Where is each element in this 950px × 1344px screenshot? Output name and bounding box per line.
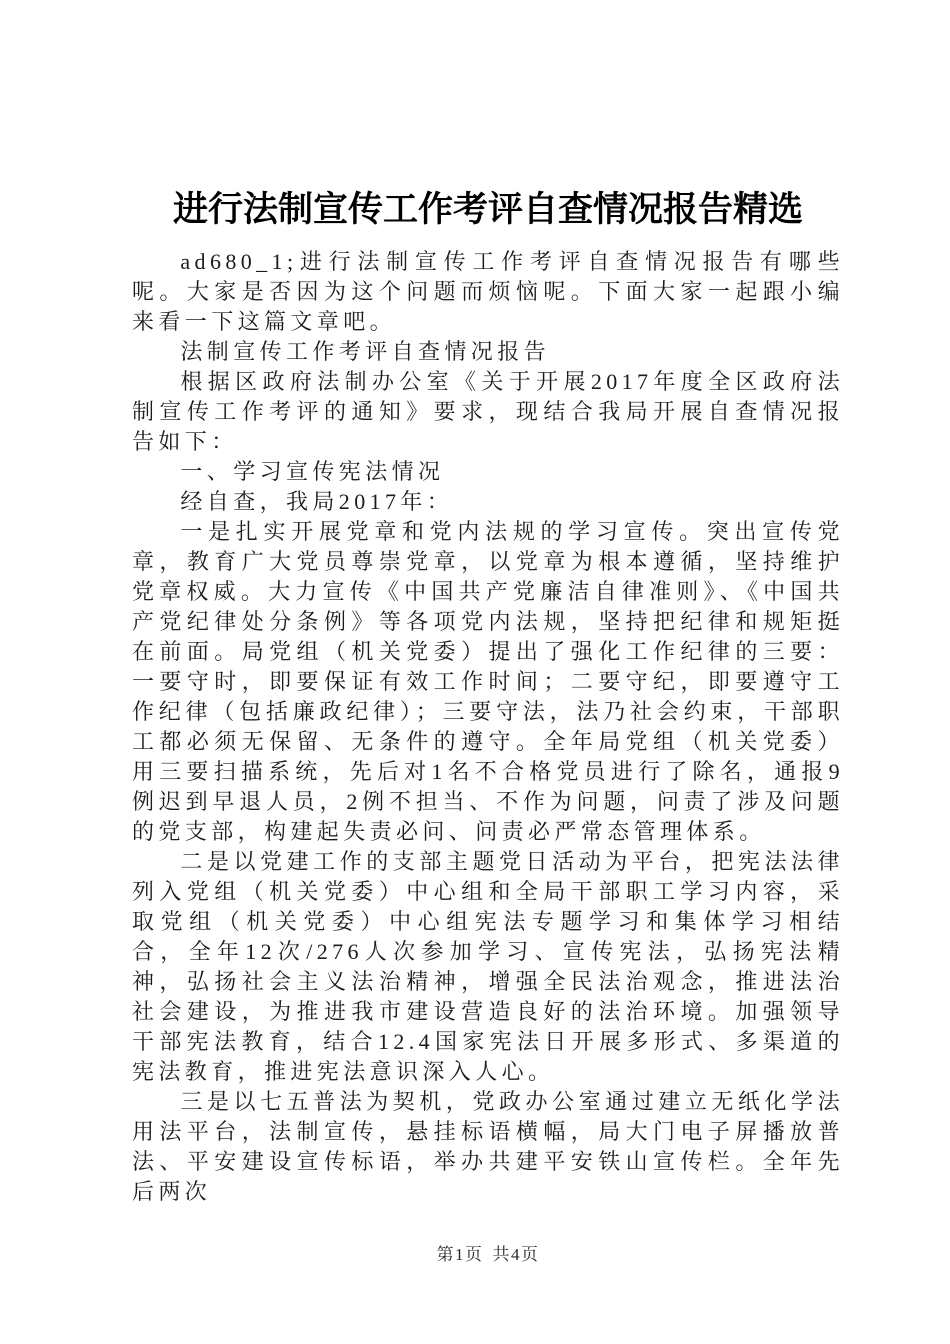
document-content bbox=[132, 186, 844, 1207]
page-total-label: 共4页 bbox=[492, 1245, 540, 1264]
paragraph: 法制宣传工作考评自查情况报告 bbox=[180, 339, 550, 365]
paragraph: 二是以党建工作的支部主题党日活动为平台，把宪法法律列入党组（机关党委）中心组和全局干部职工学习内容，采取党组（机关党委）中心组宪法专题学习和集体学习相结合，全年12次/276人次参加学习、宣传宪法，弘扬宪法精神，弘扬社会主义法治精神，增强全民法治观念，推进法治社会建设，为推进我市建设营造良好的法治环境。加强领导干部宪法教育，结合12.4国家宪法日开展多形式、多渠道的宪法教育，推进宪法意识深入人心。 bbox=[132, 849, 844, 1085]
paragraph: 经自查，我局2017年： bbox=[180, 489, 454, 515]
document-title: 进行法制宣传工作考评自查情况报告精选 bbox=[172, 190, 803, 229]
paragraph: 一是扎实开展党章和党内法规的学习宣传。突出宣传党章，教育广大党员尊崇党章，以党章为根本遵循，坚持维护党章权威。大力宣传《中国共产党廉洁自律准则》、《中国共产党纪律处分条例》等各项党内法规，坚持把纪律和规矩挺在前面。局党组（机关党委）提出了强化工作纪律的三要：一要守时，即要保证有效工作时间；二要守纪，即要遵守工作纪律（包括廉政纪律）；三要守法，法乃社会约束，干部职工都必须无保留、无条件的遵守。全年局党组（机关党委）用三要扫描系统，先后对1名不合格党员进行了除名，通报9例迟到早退人员，2例不担当、不作为问题，问责了涉及问题的党支部，构建起失责必问、问责必严常态管理体系。 bbox=[132, 519, 844, 845]
document-body bbox=[132, 247, 844, 1207]
paragraph: ad680_1;进行法制宣传工作考评自查情况报告有哪些呢。大家是否因为这个问题而烦恼呢。下面大家一起跟小编来看一下这篇文章吧。 bbox=[132, 249, 844, 335]
paragraph: 根据区政府法制办公室《关于开展2017年度全区政府法制宣传工作考评的通知》要求，现结合我局开展自查情况报告如下： bbox=[132, 369, 844, 455]
page-footer bbox=[132, 1240, 844, 1265]
paragraph: 三是以七五普法为契机，党政办公室通过建立无纸化学法用法平台，法制宣传，悬挂标语横幅，局大门电子屏播放普法、平安建设宣传标语，举办共建平安铁山宣传栏。全年先后两次 bbox=[132, 1089, 844, 1205]
page-number-label: 第1页 bbox=[436, 1245, 484, 1264]
paragraph: 一、学习宣传宪法情况 bbox=[180, 459, 445, 485]
